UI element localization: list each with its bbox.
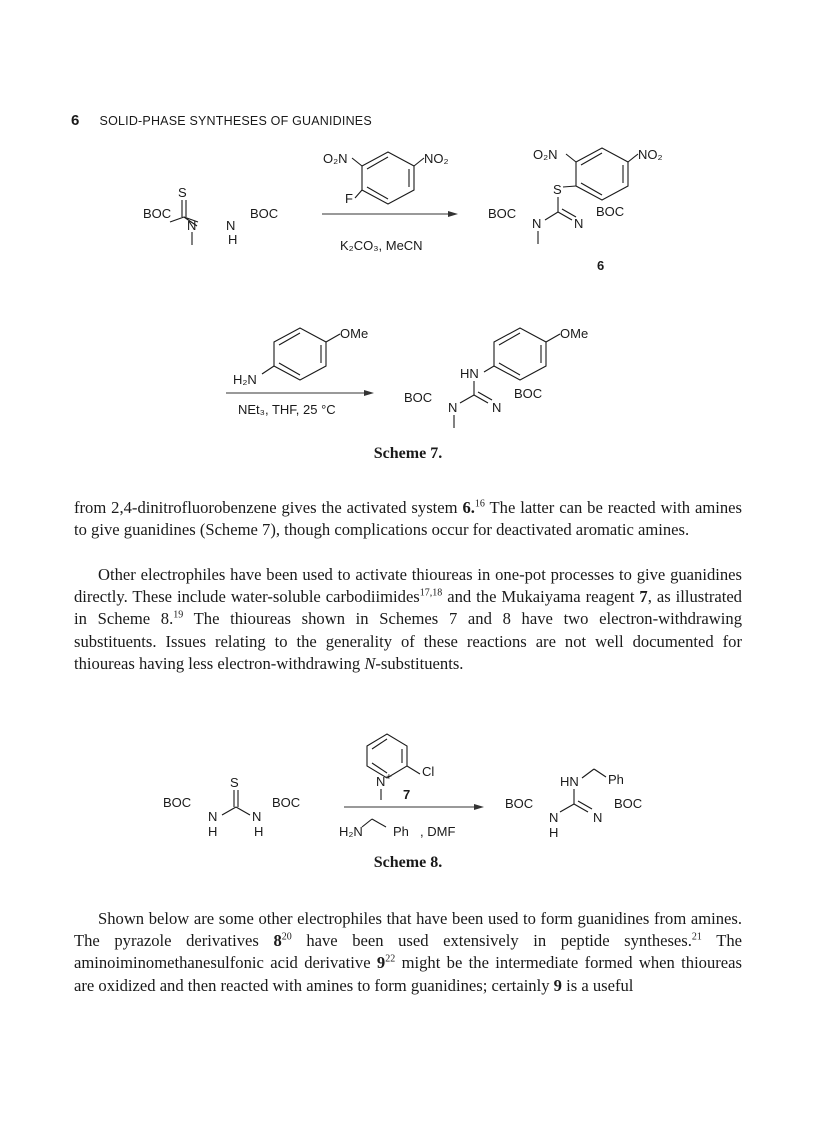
ome-label: OMe [340, 326, 369, 341]
dmf-label: , DMF [420, 824, 456, 839]
no2-label: NO₂ [424, 151, 449, 166]
boc-right-label: BOC [514, 386, 543, 401]
boc-left-label: BOC [505, 796, 534, 811]
phenyl-label: Ph [393, 824, 409, 839]
o2n-label: O₂N [533, 147, 558, 162]
conditions-net3-thf: NEt₃, THF, 25 °C [238, 402, 336, 417]
n-left-label: N [187, 218, 197, 233]
no2-label: NO₂ [638, 147, 663, 162]
sulfur-label: S [230, 775, 239, 790]
nh-h-label: H [549, 825, 559, 840]
page-number: 6 [71, 112, 80, 129]
paragraph-3: Shown below are some other electrophiles that have been used to form guanidines from amines. The pyrazole derivatives $8^{20}$ have been used extensively in peptide syntheses.$^{21}$ The aminoiminomethanesulfonic acid derivative $9^{22}$ might be the intermediate formed when thioureas are oxidized and then reacted with amines to form guanidines; certainly 9 is a useful [74, 909, 742, 995]
reaction-arrow-2 [226, 390, 374, 396]
n-left-label: N [448, 400, 458, 415]
boc-left-label: BOC [143, 206, 172, 221]
sulfur-label: S [178, 185, 187, 200]
p-anisidine-reagent [233, 326, 368, 387]
boc-right-label: BOC [614, 796, 643, 811]
thiourea-starting-material [143, 185, 278, 247]
nh-right-h-label: H [254, 824, 264, 839]
thiourea-starting-material [163, 775, 300, 839]
mukaiyama-reagent-7 [367, 734, 434, 802]
fluorine-label: F [345, 191, 353, 206]
scheme-8-caption: Scheme 8. [373, 854, 443, 871]
n-right-label: N [593, 810, 603, 825]
plus-charge: + [386, 772, 392, 783]
hn-label: HN [460, 366, 479, 381]
running-title: SOLID-PHASE SYNTHESES OF GUANIDINES [99, 114, 372, 128]
n-left-label: N [532, 216, 542, 231]
n-right-label: N [252, 809, 262, 824]
paragraph-1: from 2,4-dinitrofluorobenzene gives the activated system 6.16 The latter can be reacted with amines to give guanidines (Scheme 7), though complications occur for deactivated aromatic amines. [74, 498, 742, 540]
phenyl-label: Ph [608, 772, 624, 787]
n-left-label: N [208, 809, 218, 824]
reaction-arrow-1 [322, 211, 458, 217]
n-right-label: N [574, 216, 584, 231]
boc-right-label: BOC [250, 206, 279, 221]
compound-label-6: 6 [597, 258, 605, 273]
scheme-7-caption: Scheme 7. [373, 445, 443, 462]
n-right-label: N [226, 218, 236, 233]
benzyl-guanidine-product [505, 769, 642, 840]
dinitrofluorobenzene-reagent [323, 151, 449, 206]
o2n-label: O₂N [323, 151, 348, 166]
sulfur-label: S [553, 182, 562, 197]
boc-left-label: BOC [488, 206, 517, 221]
hn-label: HN [560, 774, 579, 789]
reaction-arrow-3 [344, 804, 484, 810]
ome-label: OMe [560, 326, 589, 341]
product-6 [488, 147, 663, 273]
boc-left-label: BOC [163, 795, 192, 810]
aryl-guanidine-product [404, 326, 588, 428]
nh-h-label: H [228, 232, 238, 247]
n-right-label: N [492, 400, 502, 415]
nh-left-h-label: H [208, 824, 218, 839]
scheme-7-diagram [0, 0, 816, 470]
n-left-label: N [549, 810, 559, 825]
chlorine-label: Cl [422, 764, 435, 779]
paragraph-2: Other electrophiles have been used to activate thioureas in one-pot processes to give guanidines directly. These include water-soluble carbodiimides$^{17,18}$ and the Mukaiyama reagent 7, as illustrated in Scheme 8.19 The thioureas shown in Schemes 7 and 8 have two electron-withdrawing substituents. Issues relating to the generality of these reactions are not well documented for thioureas having less electron-withdrawing N-substituents. [74, 565, 742, 673]
boc-left-label: BOC [404, 390, 433, 405]
compound-label-7: 7 [403, 787, 411, 802]
boc-right-label: BOC [272, 795, 301, 810]
pyridinium-n-label: N [376, 774, 386, 789]
h2n-label: H₂N [339, 824, 363, 839]
scheme-8-diagram [0, 720, 816, 860]
conditions-k2co3-mecn: K₂CO₃, MeCN [340, 238, 423, 253]
h2n-label: H₂N [233, 372, 257, 387]
boc-right-label: BOC [596, 204, 625, 219]
benzylamine-conditions [339, 819, 455, 839]
